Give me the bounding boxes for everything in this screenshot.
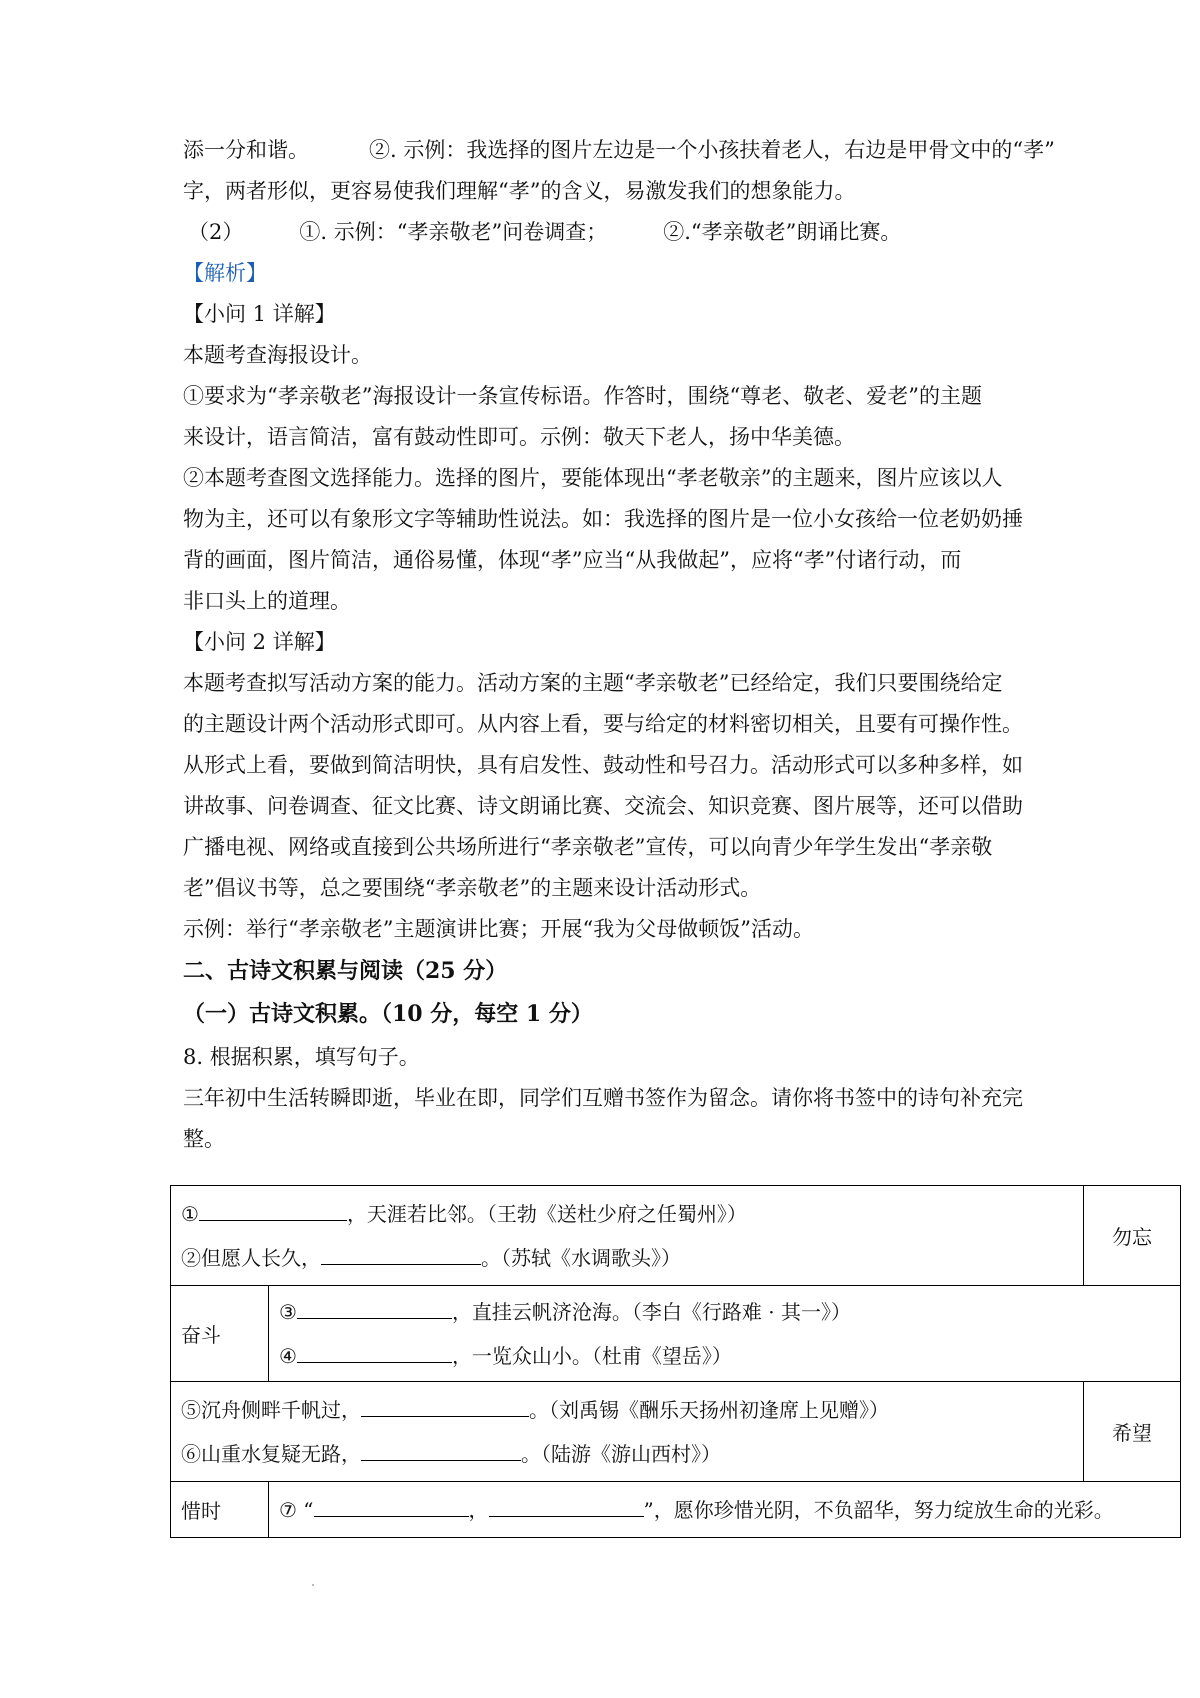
poem-cell bbox=[269, 1286, 1181, 1382]
poem-text: ， bbox=[468, 1497, 489, 1522]
theme-label-xishi: 惜时 bbox=[171, 1482, 269, 1538]
poem-text: 。（刘禹锡《酬乐天扬州初逢席上见赠》） bbox=[529, 1397, 889, 1422]
poem-line-5 bbox=[181, 1388, 1073, 1432]
table-row bbox=[171, 1186, 1181, 1286]
theme-label-fendou: 奋斗 bbox=[171, 1286, 269, 1382]
poem-text: ”，愿你珍惜光阴，不负韶华，努力绽放生命的光彩。 bbox=[643, 1497, 1114, 1522]
paragraph-line: 从形式上看，要做到简洁明快，具有启发性、鼓动性和号召力。活动形式可以多种多样，如 bbox=[183, 753, 1023, 777]
poem-line-4 bbox=[279, 1334, 1170, 1378]
item-marker: ③ bbox=[279, 1299, 297, 1324]
subquestion-2-heading: 【小问 2 详解】 bbox=[183, 630, 336, 654]
theme-label-xiwang: 希望 bbox=[1084, 1382, 1181, 1482]
poem-line-6 bbox=[181, 1432, 1073, 1476]
poem-line-1 bbox=[181, 1192, 1073, 1236]
poem-text: ，一览众山小。（杜甫《望岳》） bbox=[451, 1343, 732, 1368]
answer-line-3 bbox=[188, 218, 901, 246]
poem-cell bbox=[171, 1382, 1084, 1482]
poem-cell bbox=[269, 1482, 1181, 1538]
paragraph-line: 老”倡议书等，总之要围绕“孝亲敬老”的主题来设计活动形式。 bbox=[183, 876, 762, 900]
answer-line-2: 字，两者形似，更容易使我们理解“孝”的含义，易激发我们的想象能力。 bbox=[183, 179, 856, 203]
paragraph-line: ①要求为“孝亲敬老”海报设计一条宣传标语。作答时，围绕“尊老、敬老、爱老”的主题 bbox=[183, 384, 982, 408]
subsection-heading: （一）古诗文积累。（10 分，每空 1 分） bbox=[183, 1001, 593, 1027]
blank-3[interactable] bbox=[297, 1300, 452, 1319]
paragraph-line: 非口头上的道理。 bbox=[183, 589, 351, 613]
blank-7a[interactable] bbox=[314, 1498, 469, 1517]
stray-dot bbox=[312, 1584, 314, 1586]
poem-text: ⑥山重水复疑无路， bbox=[181, 1441, 361, 1466]
blank-7b[interactable] bbox=[489, 1498, 644, 1517]
paragraph-line: 广播电视、网络或直接到公共场所进行“孝亲敬老”宣传，可以向青少年学生发出“孝亲敬 bbox=[183, 835, 993, 859]
text-segment: ②.“孝亲敬老”朗诵比赛。 bbox=[663, 220, 902, 244]
table-row bbox=[171, 1286, 1181, 1382]
paragraph-line: 本题考查海报设计。 bbox=[183, 343, 372, 367]
paragraph-line: 物为主，还可以有象形文字等辅助性说法。如：我选择的图片是一位小女孩给一位老奶奶捶 bbox=[183, 507, 1023, 531]
paragraph-line: 三年初中生活转瞬即逝，毕业在即，同学们互赠书签作为留念。请你将书签中的诗句补充完 bbox=[183, 1086, 1023, 1110]
poem-line-7 bbox=[279, 1488, 1170, 1532]
table-row bbox=[171, 1482, 1181, 1538]
paragraph-line: 背的画面，图片简洁，通俗易懂，体现“孝”应当“从我做起”，应将“孝”付诸行动，而 bbox=[183, 548, 962, 572]
blank-2[interactable] bbox=[321, 1246, 481, 1265]
answer-line-1 bbox=[183, 136, 1055, 164]
poem-text: ②但愿人长久， bbox=[181, 1245, 321, 1270]
blank-4[interactable] bbox=[297, 1344, 452, 1363]
blank-1[interactable] bbox=[199, 1202, 347, 1221]
poem-line-3 bbox=[279, 1290, 1170, 1334]
poem-cell bbox=[171, 1186, 1084, 1286]
paragraph-line: 示例：举行“孝亲敬老”主题演讲比赛；开展“我为父母做顿饭”活动。 bbox=[183, 917, 814, 941]
blank-5[interactable] bbox=[361, 1398, 529, 1417]
poem-text: ，天涯若比邻。（王勃《送杜少府之任蜀州》） bbox=[346, 1201, 747, 1226]
poem-text: ，直挂云帆济沧海。（李白《行路难 · 其一》） bbox=[451, 1299, 852, 1324]
table-row bbox=[171, 1382, 1181, 1482]
poem-text: ⑤沉舟侧畔千帆过， bbox=[181, 1397, 361, 1422]
poem-line-2 bbox=[181, 1236, 1073, 1280]
poem-text: 。（陆游《游山西村》） bbox=[521, 1441, 721, 1466]
analysis-heading: 【解析】 bbox=[183, 261, 267, 285]
poem-text: 。（苏轼《水调歌头》） bbox=[481, 1245, 681, 1270]
paragraph-line: 讲故事、问卷调查、征文比赛、诗文朗诵比赛、交流会、知识竞赛、图片展等，还可以借助 bbox=[183, 794, 1023, 818]
item-marker: ① bbox=[181, 1201, 199, 1226]
text-segment: 添一分和谐。 bbox=[183, 138, 309, 162]
paragraph-line: 本题考查拟写活动方案的能力。活动方案的主题“孝亲敬老”已经给定，我们只要围绕给定 bbox=[183, 671, 1003, 695]
question-number: （2） bbox=[188, 220, 244, 244]
paragraph-line: 整。 bbox=[183, 1127, 225, 1151]
item-marker: ⑦ “ bbox=[279, 1497, 314, 1522]
paragraph-line: ②本题考查图文选择能力。选择的图片，要能体现出“孝老敬亲”的主题来，图片应该以人 bbox=[183, 466, 1003, 490]
text-segment: ②. 示例：我选择的图片左边是一个小孩扶着老人，右边是甲骨文中的“孝” bbox=[369, 138, 1055, 162]
bookmark-table bbox=[170, 1185, 1181, 1538]
item-marker: ④ bbox=[279, 1343, 297, 1368]
paragraph-line: 来设计，语言简洁，富有鼓动性即可。示例：敬天下老人，扬中华美德。 bbox=[183, 425, 855, 449]
subquestion-1-heading: 【小问 1 详解】 bbox=[183, 302, 336, 326]
blank-6[interactable] bbox=[361, 1442, 521, 1461]
text-segment: ①. 示例：“孝亲敬老”问卷调查； bbox=[299, 220, 608, 244]
theme-label-wuwang: 勿忘 bbox=[1084, 1186, 1181, 1286]
question-8: 8. 根据积累，填写句子。 bbox=[183, 1045, 420, 1069]
section-heading: 二、古诗文积累与阅读（25 分） bbox=[183, 958, 508, 984]
paragraph-line: 的主题设计两个活动形式即可。从内容上看，要与给定的材料密切相关，且要有可操作性。 bbox=[183, 712, 1023, 736]
